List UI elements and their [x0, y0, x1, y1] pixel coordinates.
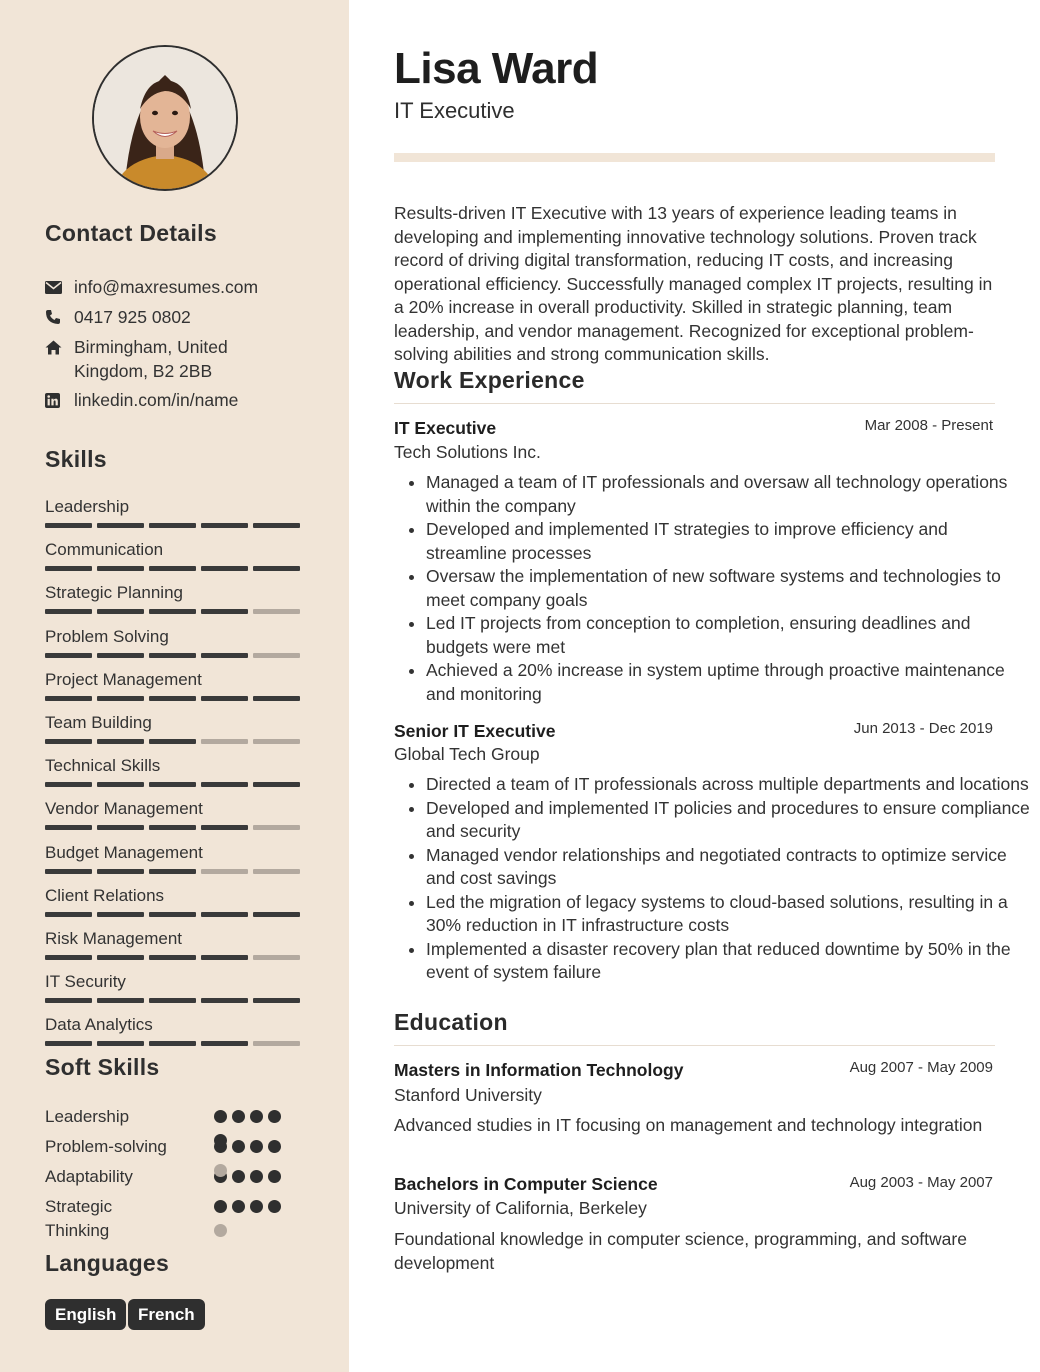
soft-skills-heading: Soft Skills: [45, 1054, 160, 1080]
rating-dot: [232, 1140, 245, 1153]
contact-linkedin[interactable]: [45, 388, 274, 412]
job-bullet: • Led the migration of legacy systems to cloud-based solutions, resulting in a 30% reduction in IT infrastructure costs: [426, 891, 1031, 938]
soft-skill-label: Problem-solving: [45, 1137, 167, 1156]
skill-level-segment: [149, 825, 196, 830]
skill-level-segment: [201, 955, 248, 960]
rating-dot: [232, 1170, 245, 1183]
skill-level-segment: [149, 869, 196, 874]
job-bullet: • Oversaw the implementation of new software systems and technologies to meet company goals: [426, 565, 1031, 612]
degree-title: Masters in Information Technology: [394, 1060, 684, 1080]
language-badge-english: English: [45, 1299, 126, 1330]
skill-level-segment: [97, 955, 144, 960]
skill-label: Leadership: [45, 497, 130, 516]
soft-skill-rating: [214, 1200, 294, 1214]
skill-level-bar: [45, 1041, 305, 1046]
skill-level-segment: [253, 566, 300, 571]
skill-level-segment: [149, 782, 196, 787]
skill-level-segment: [201, 566, 248, 571]
skill-level-segment: [149, 739, 196, 744]
skill-level-segment: [201, 782, 248, 787]
skill-label: Technical Skills: [45, 756, 161, 775]
school-name: Stanford University: [394, 1085, 542, 1105]
skill-label: Budget Management: [45, 843, 203, 862]
home-icon: [45, 335, 63, 359]
sidebar: [0, 0, 349, 1372]
skill-level-bar: [45, 566, 305, 571]
skill-level-bar: [45, 782, 305, 787]
skill-level-segment: [45, 739, 92, 744]
phone-text: 0417 925 0802: [74, 307, 191, 327]
job-company: Tech Solutions Inc.: [394, 442, 541, 462]
main-content: [349, 0, 1040, 1372]
languages-heading: Languages: [45, 1250, 170, 1276]
skill-level-segment: [253, 955, 300, 960]
job-bullets: [394, 773, 1031, 985]
skill-level-segment: [97, 523, 144, 528]
degree-description: Foundational knowledge in computer science, programming, and software development: [394, 1229, 967, 1273]
job-bullet: • Managed a team of IT professionals and oversaw all technology operations within the company: [426, 471, 1031, 518]
skill-row: [45, 928, 305, 960]
skill-row: [45, 971, 305, 1003]
job-bullet: • Developed and implemented IT policies and procedures to ensure compliance and security: [426, 797, 1031, 844]
skill-row: [45, 582, 305, 614]
skill-level-segment: [45, 912, 92, 917]
degree-description: Advanced studies in IT focusing on management and technology integration: [394, 1115, 983, 1135]
skill-level-segment: [45, 782, 92, 787]
skill-level-segment: [149, 609, 196, 614]
skill-level-segment: [45, 523, 92, 528]
envelope-icon: [45, 275, 63, 299]
skill-level-segment: [149, 955, 196, 960]
skill-row: [45, 798, 305, 830]
rating-dot: [232, 1110, 245, 1123]
skill-label: Project Management: [45, 670, 202, 689]
contact-address: [45, 335, 249, 383]
linkedin-text: linkedin.com/in/name: [74, 390, 239, 410]
skill-row: [45, 885, 305, 917]
soft-skill-label: Strategic Thinking: [45, 1197, 113, 1240]
skill-row: [45, 669, 305, 701]
job-bullet: • Achieved a 20% increase in system uptime through proactive maintenance and monitoring: [426, 659, 1031, 706]
skill-level-segment: [253, 825, 300, 830]
skill-level-segment: [253, 739, 300, 744]
skill-level-segment: [97, 912, 144, 917]
skill-level-segment: [97, 609, 144, 614]
skill-level-segment: [149, 653, 196, 658]
skill-level-bar: [45, 869, 305, 874]
skill-level-segment: [253, 912, 300, 917]
skill-level-segment: [253, 869, 300, 874]
job-title: IT Executive: [394, 418, 497, 438]
skill-level-segment: [149, 566, 196, 571]
rating-dot: [214, 1110, 227, 1123]
contact-phone[interactable]: [45, 305, 274, 329]
skill-level-segment: [201, 739, 248, 744]
skill-level-segment: [201, 1041, 248, 1046]
rating-dot: [214, 1134, 227, 1147]
skill-row: [45, 1014, 305, 1046]
skill-level-segment: [97, 998, 144, 1003]
skill-level-segment: [45, 869, 92, 874]
soft-skill-rating: [214, 1140, 294, 1154]
skill-level-segment: [201, 653, 248, 658]
skill-level-segment: [253, 523, 300, 528]
education-heading: Education: [394, 1009, 508, 1035]
portrait-image: [94, 47, 236, 189]
work-divider: [394, 403, 995, 404]
skill-level-segment: [149, 998, 196, 1003]
skill-level-bar: [45, 825, 305, 830]
skill-label: Client Relations: [45, 886, 165, 905]
skill-level-segment: [45, 566, 92, 571]
job-bullet: • Directed a team of IT professionals across multiple departments and locations: [426, 773, 1031, 797]
skill-level-segment: [149, 696, 196, 701]
address-text: Birmingham, United Kingdom, B2 2BB: [74, 337, 228, 381]
degree-dates: Aug 2007 - May 2009: [849, 1059, 993, 1076]
degree-title: Bachelors in Computer Science: [394, 1174, 658, 1194]
rating-dot: [250, 1170, 263, 1183]
school-name: University of California, Berkeley: [394, 1198, 647, 1218]
skill-level-bar: [45, 696, 305, 701]
skill-level-segment: [45, 998, 92, 1003]
skill-label: Strategic Planning: [45, 583, 183, 602]
degree-dates: Aug 2003 - May 2007: [849, 1174, 993, 1191]
skill-level-segment: [45, 1041, 92, 1046]
skill-level-segment: [97, 566, 144, 571]
work-heading: Work Experience: [394, 367, 585, 393]
skill-row: [45, 712, 305, 744]
skill-level-segment: [201, 825, 248, 830]
job-title: Senior IT Executive: [394, 721, 556, 741]
phone-icon: [45, 305, 63, 329]
rating-dot: [250, 1200, 263, 1213]
job-bullets: [394, 471, 1031, 706]
skill-level-segment: [253, 609, 300, 614]
summary-paragraph: Results-driven IT Executive with 13 years of experience leading teams in developing and implementing innovative technology solutions. Proven track record of driving digital transformation, reducing IT costs, and increasing operational efficiency. Successfully managed complex IT projects, resulting in a 20% increase in overall productivity. Skilled in strategic planning, team leadership, and vendor management. Recognized for exceptional problem-solving abilities and strong communication skills.: [394, 203, 993, 364]
skill-level-bar: [45, 998, 305, 1003]
skill-level-bar: [45, 955, 305, 960]
skill-row: [45, 755, 305, 787]
skill-level-segment: [149, 523, 196, 528]
rating-dot: [232, 1200, 245, 1213]
skill-level-segment: [45, 696, 92, 701]
job-bullet: • Led IT projects from conception to completion, ensuring deadlines and budgets were met: [426, 612, 1031, 659]
job-dates: Mar 2008 - Present: [864, 417, 993, 434]
skill-label: Vendor Management: [45, 799, 203, 818]
language-badge-french: French: [128, 1299, 205, 1330]
soft-skill-label: Leadership: [45, 1107, 130, 1126]
skill-level-bar: [45, 912, 305, 917]
header-divider: [394, 153, 995, 162]
soft-skill-label: Adaptability: [45, 1167, 133, 1186]
skill-label: Data Analytics: [45, 1015, 153, 1034]
soft-skill-rating: [214, 1170, 294, 1184]
skill-level-segment: [45, 609, 92, 614]
skill-level-segment: [253, 998, 300, 1003]
skill-level-bar: [45, 523, 305, 528]
rating-dot: [268, 1200, 281, 1213]
rating-dot: [268, 1110, 281, 1123]
rating-dot: [214, 1200, 227, 1213]
job-bullet: • Managed vendor relationships and negotiated contracts to optimize service and cost savings: [426, 844, 1031, 891]
skill-row: [45, 842, 305, 874]
skill-level-bar: [45, 609, 305, 614]
skill-level-segment: [45, 825, 92, 830]
contact-email[interactable]: [45, 275, 274, 299]
skill-level-segment: [149, 1041, 196, 1046]
job-company: Global Tech Group: [394, 744, 540, 764]
rating-dot: [214, 1164, 227, 1177]
skill-level-segment: [97, 782, 144, 787]
profile-photo: [92, 45, 238, 191]
skill-level-segment: [97, 825, 144, 830]
skills-heading: Skills: [45, 446, 107, 472]
skill-row: [45, 539, 305, 571]
skill-level-segment: [201, 998, 248, 1003]
rating-dot: [250, 1110, 263, 1123]
email-text: info@maxresumes.com: [74, 277, 259, 297]
job-bullet: • Developed and implemented IT strategies to improve efficiency and streamline processes: [426, 518, 1031, 565]
rating-dot: [268, 1140, 281, 1153]
skill-label: Risk Management: [45, 929, 183, 948]
skill-level-segment: [253, 653, 300, 658]
skill-level-segment: [97, 696, 144, 701]
job-dates: Jun 2013 - Dec 2019: [853, 720, 993, 737]
soft-skill-rating: [214, 1110, 294, 1124]
education-divider: [394, 1045, 995, 1046]
rating-dot: [250, 1140, 263, 1153]
skill-level-bar: [45, 653, 305, 658]
skill-row: [45, 496, 305, 528]
contact-heading: Contact Details: [45, 220, 217, 246]
skill-level-segment: [201, 912, 248, 917]
skill-row: [45, 626, 305, 658]
skill-level-segment: [253, 696, 300, 701]
skill-label: Communication: [45, 540, 164, 559]
skill-level-segment: [45, 955, 92, 960]
skill-level-segment: [97, 653, 144, 658]
skill-level-segment: [45, 653, 92, 658]
rating-dot: [268, 1170, 281, 1183]
skill-level-segment: [201, 869, 248, 874]
skill-level-segment: [149, 912, 196, 917]
candidate-name: Lisa Ward: [394, 44, 599, 93]
skill-label: Problem Solving: [45, 627, 169, 646]
skill-level-segment: [97, 739, 144, 744]
linkedin-icon: [45, 388, 63, 412]
rating-dot: [214, 1224, 227, 1237]
skill-level-segment: [97, 1041, 144, 1046]
skill-label: Team Building: [45, 713, 152, 732]
skill-level-segment: [97, 869, 144, 874]
candidate-title: IT Executive: [394, 98, 515, 123]
skill-label: IT Security: [45, 972, 126, 991]
job-bullet: • Implemented a disaster recovery plan that reduced downtime by 50% in the event of system failure: [426, 938, 1031, 985]
skill-level-segment: [201, 523, 248, 528]
skill-level-segment: [253, 1041, 300, 1046]
skill-level-segment: [253, 782, 300, 787]
skill-level-segment: [201, 696, 248, 701]
skill-level-bar: [45, 739, 305, 744]
skill-level-segment: [201, 609, 248, 614]
